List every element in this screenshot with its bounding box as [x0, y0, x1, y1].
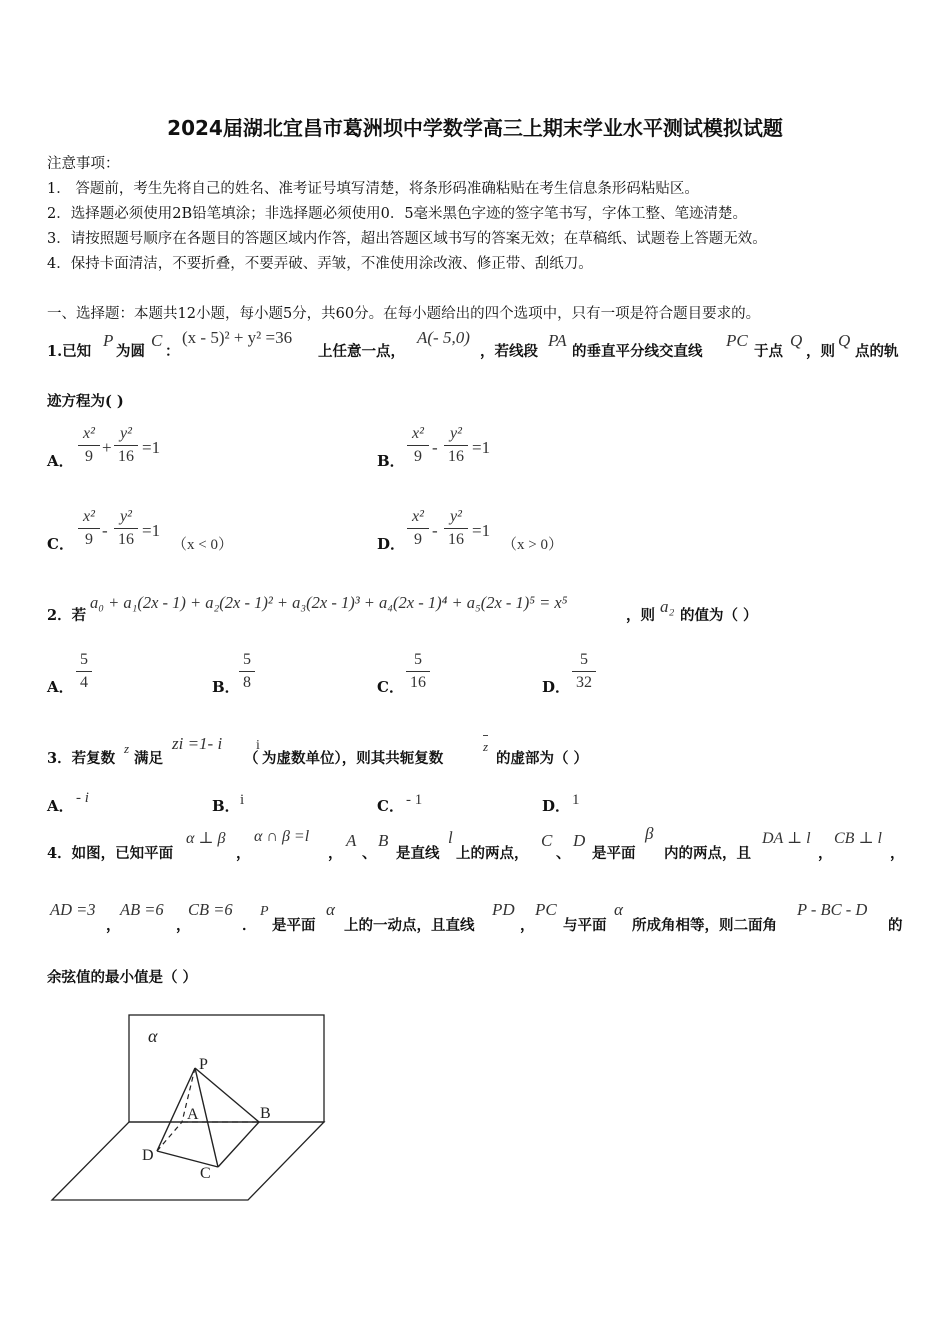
q3-equation: zi =1- i [172, 734, 223, 753]
q4-comma-7: ， [520, 917, 535, 934]
q4-line-pc: PC [535, 900, 557, 919]
label-b: B [260, 1105, 271, 1122]
notice-item-2: 2．选择题必须使用2B铅笔填涂；非选择题必须使用0．5毫米黑色字迹的签字笔书写，字体工整、笔迹清楚。 [47, 206, 748, 222]
q1-option-b-frac2: y² 16 [444, 425, 468, 466]
q3-option-b-value: i [240, 792, 245, 808]
q1-option-a-eq: =1 [142, 438, 161, 457]
q1-point-q: Q [790, 331, 803, 350]
notice-item-3: 3．请按照题号顺序在各题目的答题区域内作答，超出答题区域书写的答案无效；在草稿纸、试题卷上答题无效。 [47, 231, 767, 247]
q2-option-b-label: B． [212, 678, 240, 696]
q2-option-a-frac: 5 4 [76, 651, 92, 692]
q2-expression: a₀ + a₁(2x - 1) + a₂(2x - 1)² + a₃(2x - 1)³ + a₄(2x - 1)⁴ + a₅(2x - 1)⁵ = x⁵ [90, 593, 568, 612]
q1-text-line2: 迹方程为( ) [47, 393, 124, 410]
q1-option-a-op: + [102, 438, 112, 457]
q4-da-perp: DA ⊥ l [762, 830, 811, 847]
edge-pb [195, 1068, 259, 1122]
q3-option-d-label: D． [542, 797, 571, 815]
q4-ab: AB =6 [120, 900, 164, 919]
label-p: P [199, 1056, 208, 1073]
q1-colon: ： [165, 343, 180, 360]
q1-text-7: ，则 [806, 343, 835, 360]
q1-option-b-label: B． [377, 452, 405, 470]
q1-option-c-frac1: x² 9 [78, 508, 100, 549]
q2-text-2: ，则 [626, 607, 655, 624]
label-a: A [187, 1106, 199, 1123]
q2-option-c-label: C． [377, 678, 404, 696]
q3-i: i [256, 738, 260, 753]
q4-dun-1: 、 [362, 845, 377, 862]
q4-text-6: 是平面 [272, 917, 316, 934]
q1-option-d-eq: =1 [472, 521, 491, 540]
plane-alpha [129, 1015, 324, 1122]
q4-point-p: P [260, 904, 269, 919]
label-c: C [200, 1165, 211, 1182]
q1-text-4: ，若线段 [480, 343, 538, 360]
q4-text-5: 内的两点，且 [664, 845, 751, 862]
edge-cb [218, 1122, 259, 1167]
q3-zbar: z [483, 741, 488, 753]
q4-line-pd: PD [492, 900, 515, 919]
q1-option-b-op: - [432, 438, 438, 457]
q3-option-a-value: - i [76, 790, 89, 806]
q1-segment-pa: PA [548, 331, 567, 350]
q1-option-d-op: - [432, 521, 438, 540]
plane-beta [52, 1122, 324, 1200]
q2-option-d-frac: 5 32 [572, 651, 596, 692]
label-d: D [142, 1147, 154, 1164]
q1-option-c-cond: （x < 0） [172, 537, 233, 553]
q3-option-a-label: A． [47, 797, 74, 815]
q4-point-a: A [346, 831, 357, 850]
q4-point-d: D [573, 831, 586, 850]
q1-text-1: 1.已知 [47, 343, 92, 360]
q1-option-b-frac1: x² 9 [407, 425, 429, 466]
q1-line-pc: PC [726, 331, 748, 350]
q1-point-q2: Q [838, 331, 851, 350]
q4-comma-3: ， [818, 845, 833, 862]
q2-option-a-label: A． [47, 678, 74, 696]
q4-ad: AD =3 [50, 900, 96, 919]
q1-option-c-label: C． [47, 535, 74, 553]
q4-comma-6: ， [176, 917, 191, 934]
q4-comma-2: ， [328, 845, 343, 862]
q3-option-b-label: B． [212, 797, 240, 815]
q3-option-c-value: - 1 [406, 792, 423, 808]
q3-z: z [124, 741, 130, 756]
q4-dot: ． [242, 917, 257, 934]
q4-comma-5: ， [106, 917, 121, 934]
q1-option-d-label: D． [377, 535, 406, 553]
q2-option-b-frac: 5 8 [239, 651, 255, 692]
q4-cb: CB =6 [188, 900, 233, 919]
q3-text-1: 3．若复数 [47, 750, 116, 767]
q4-dihedral: P - BC - D [797, 900, 868, 919]
page-title: 2024届湖北宜昌市葛洲坝中学数学高三上期末学业水平测试模拟试题 [167, 116, 783, 140]
notice-item-1: 1． 答题前，考生先将自己的姓名、准考证号填写清楚，将条形码准确粘贴在考生信息条形码粘贴区。 [47, 181, 699, 197]
q4-text-4: 是平面 [592, 845, 636, 862]
q4-cb-perp: CB ⊥ l [834, 830, 882, 847]
q3-text-5: 的虚部为（ ） [496, 750, 589, 767]
q4-text-1: 4．如图，已知平面 [47, 845, 174, 862]
q3-option-d-value: 1 [572, 792, 580, 808]
q1-circle-equation: (x - 5)² + y² =36 [182, 328, 293, 347]
q2-a2: a₂ [660, 597, 675, 616]
q3-text-3: （ [244, 750, 259, 767]
q4-point-c: C [541, 831, 553, 850]
q4-alpha: α [326, 900, 335, 919]
q2-option-c-frac: 5 16 [406, 651, 430, 692]
q4-comma-1: ， [236, 845, 251, 862]
q1-option-a-label: A． [47, 452, 74, 470]
q1-option-a-frac2: y² 16 [114, 425, 138, 466]
q2-option-d-label: D． [542, 678, 571, 696]
q1-option-d-frac2: y² 16 [444, 508, 468, 549]
q1-option-c-frac2: y² 16 [114, 508, 138, 549]
q3-option-c-label: C． [377, 797, 404, 815]
label-alpha: α [148, 1026, 158, 1046]
q4-text-3: 上的两点， [456, 845, 529, 862]
q3-text-4: 为虚数单位），则其共轭复数 [262, 750, 444, 767]
q4-text-7: 上的一动点，且直线 [344, 917, 475, 934]
q4-text-8: 与平面 [563, 917, 607, 934]
q1-text-6: 于点 [754, 343, 783, 360]
q1-option-c-op: - [102, 521, 108, 540]
q4-dun-2: 、 [556, 845, 571, 862]
notice-item-4: 4．保持卡面清洁，不要折叠，不要弄破、弄皱，不准使用涂改液、修正带、刮纸刀。 [47, 256, 593, 272]
q2-text-3: 的值为（ ） [680, 607, 758, 624]
section-heading: 一、选择题：本题共12小题，每小题5分，共60分。在每小题给出的四个选项中，只有一项是符合题目要求的。 [47, 306, 761, 322]
q3-text-2: 满足 [134, 750, 163, 767]
q2-text-1: 2．若 [47, 607, 87, 624]
q1-option-a-frac1: x² 9 [78, 425, 100, 466]
q1-option-b-eq: =1 [472, 438, 491, 457]
q1-point-a: A(- 5,0) [417, 328, 470, 347]
q1-option-d-cond: （x > 0） [502, 537, 563, 553]
q4-comma-4: ， [890, 845, 905, 862]
q4-text-line3: 余弦值的最小值是（ ） [47, 969, 198, 986]
q4-intersection: α ∩ β =l [254, 828, 310, 845]
edge-da [157, 1122, 182, 1151]
q4-point-b: B [378, 831, 389, 850]
notice-heading: 注意事项： [47, 156, 120, 172]
q4-text-9: 所成角相等，则二面角 [632, 917, 777, 934]
q4-text-10: 的 [888, 917, 903, 934]
q4-text-2: 是直线 [396, 845, 440, 862]
q1-text-8: 点的轨 [855, 343, 899, 360]
q1-text-5: 的垂直平分线交直线 [572, 343, 703, 360]
q1-point-p: P [103, 331, 114, 350]
q4-beta: β [645, 824, 654, 843]
q4-line-l: l [448, 828, 453, 847]
q4-perp: α ⊥ β [186, 830, 226, 847]
q1-circle-c: C [151, 331, 163, 350]
q1-option-c-eq: =1 [142, 521, 161, 540]
q4-alpha-2: α [614, 900, 623, 919]
q4-figure [40, 1005, 340, 1210]
q1-text-2: 为圆 [116, 343, 145, 360]
q1-option-d-frac1: x² 9 [407, 508, 429, 549]
q1-text-3: 上任意一点， [318, 343, 405, 360]
